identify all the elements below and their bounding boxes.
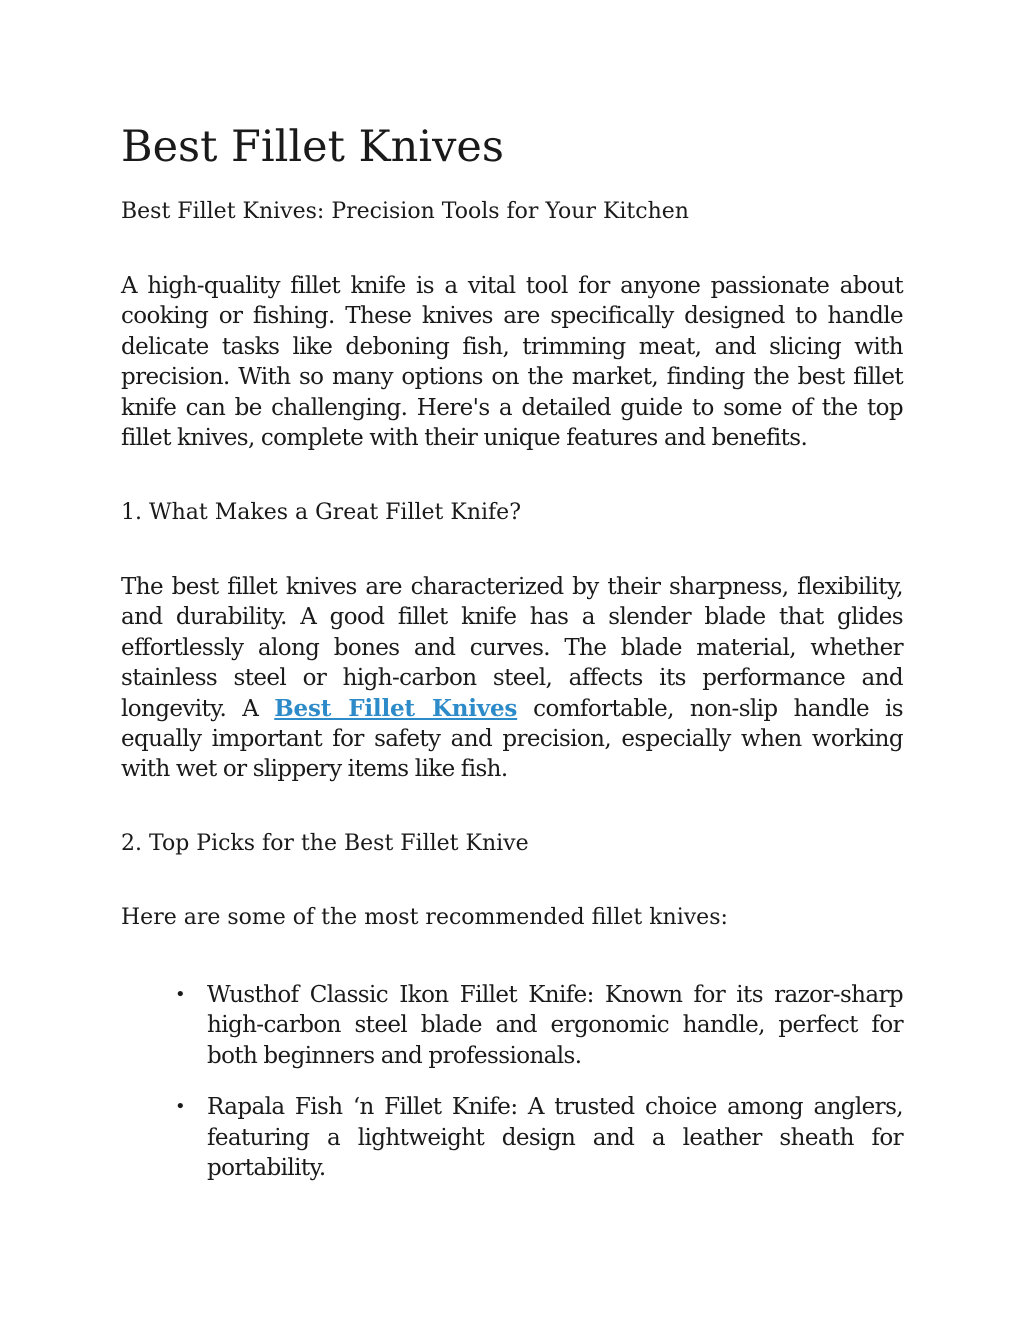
section-1-paragraph <box>121 572 903 785</box>
intro-paragraph: A high-quality fillet knife is a vital tool for anyone passionate about cooking or fishing. These knives are specifically designed to handle delicate tasks like deboning fish, trimming meat, and slicing with precision. With so many options on the market, finding the best fillet knife can be challenging. Here's a detailed guide to some of the top fillet knives, complete with their unique features and benefits. <box>121 273 903 452</box>
page-subtitle: Best Fillet Knives: Precision Tools for Your Kitchen <box>121 199 689 224</box>
list-item-text: Wusthof Classic Ikon Fillet Knife: Known for its razor-sharp high-carbon steel blade and ergonomic handle, perfect for both beginners and professionals. <box>207 982 903 1069</box>
list-item-text: Rapala Fish ‘n Fillet Knife: A trusted choice among anglers, featuring a lightweight design and a leather sheath for portability. <box>207 1094 903 1182</box>
list-item <box>121 980 903 1071</box>
section-1-text-before-link: The best fillet knives are characterized by their sharpness, flexibility, and durability. A good fillet knife has a slender blade that glides effortlessly along bones and curves. The blade material, whether stainless steel or high-carbon steel, affects its performance and longevity. A <box>121 574 903 722</box>
bullet-icon: • <box>175 984 186 1005</box>
bullet-icon: • <box>175 1096 186 1118</box>
knife-list <box>121 980 903 1204</box>
section-2-intro: Here are some of the most recommended fillet knives: <box>121 905 728 930</box>
list-item <box>121 1092 903 1183</box>
best-fillet-knives-link[interactable]: Best Fillet Knives <box>274 694 518 722</box>
section-2-heading: 2. Top Picks for the Best Fillet Knive <box>121 831 529 856</box>
page-title: Best Fillet Knives <box>121 122 504 172</box>
section-1-text-after-link: comfortable, non-slip handle is equally important for safety and precision, especially when working with wet or slippery items like fish. <box>121 695 903 783</box>
section-1-heading: 1. What Makes a Great Fillet Knife? <box>121 500 521 525</box>
